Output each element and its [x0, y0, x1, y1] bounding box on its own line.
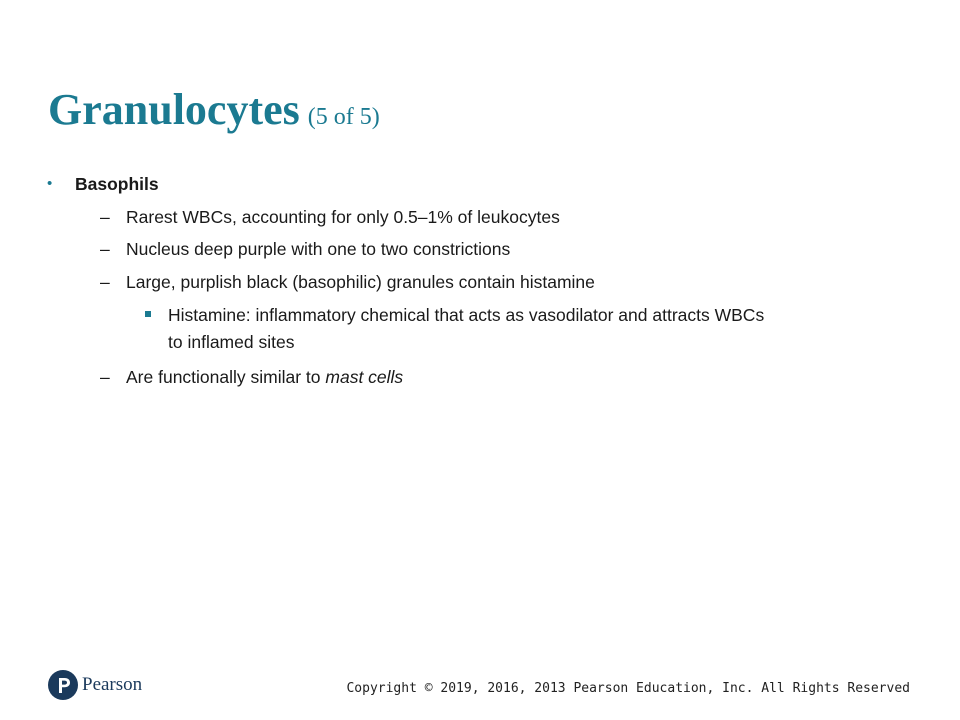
heading-basophils: Basophils — [75, 174, 159, 194]
pearson-wordmark: Pearson — [82, 674, 143, 695]
slide-title-main: Granulocytes — [48, 85, 300, 134]
subpoint-histamine-line1: Histamine: inflammatory chemical that acts as vasodilator and attracts WBCs — [168, 305, 765, 325]
point-mast-cells-prefix: Are functionally similar to — [126, 367, 326, 387]
point-nucleus: Nucleus deep purple with one to two constrictions — [126, 239, 511, 259]
subpoint-histamine-line2: to inflamed sites — [168, 332, 295, 352]
bullet-dot-icon: • — [47, 175, 53, 192]
copyright-notice: Copyright © 2019, 2016, 2013 Pearson Education, Inc. All Rights Reserved — [346, 681, 910, 696]
dash-icon: – — [100, 367, 110, 387]
square-bullet-icon — [145, 311, 151, 317]
point-granules: Large, purplish black (basophilic) granules contain histamine — [126, 272, 595, 292]
slide-title-suffix: (5 of 5) — [307, 104, 380, 130]
point-rarest: Rarest WBCs, accounting for only 0.5–1% of leukocytes — [126, 207, 560, 227]
dash-icon: – — [100, 239, 110, 259]
pearson-logo-icon — [48, 670, 78, 700]
dash-icon: – — [100, 207, 110, 227]
point-mast-cells-emph: mast cells — [325, 367, 404, 387]
dash-icon: – — [100, 272, 110, 292]
point-mast-cells — [126, 365, 403, 389]
